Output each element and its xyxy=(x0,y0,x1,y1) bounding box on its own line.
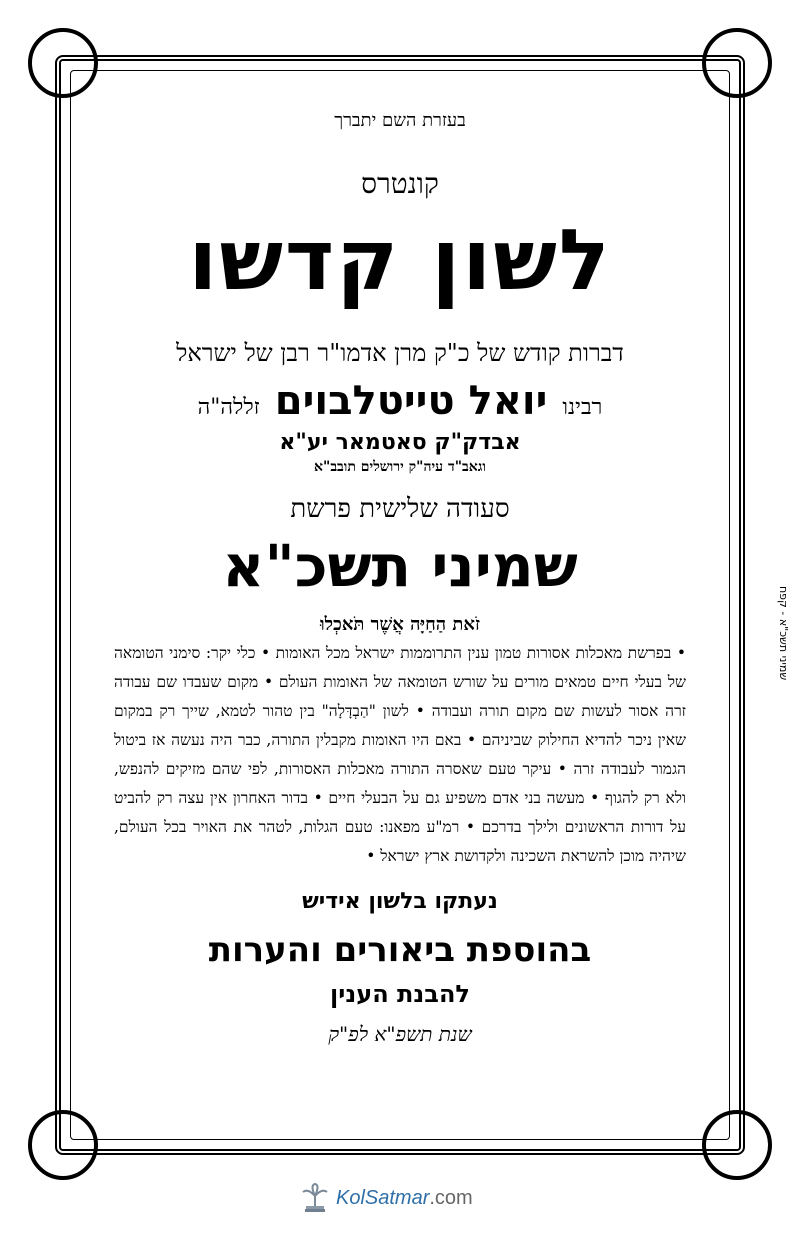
title-page-content xyxy=(110,100,690,1140)
author-prefix: רבינו xyxy=(562,395,603,420)
logo-text xyxy=(336,1187,473,1210)
corner-swirl-bottom-right xyxy=(702,1110,772,1180)
kuntres-label: קונטרס xyxy=(361,167,439,200)
corner-swirl-bottom-left xyxy=(28,1110,98,1180)
kolsatmar-logo[interactable] xyxy=(300,1180,510,1216)
translation-note: נעתקו בלשון אידיש xyxy=(302,889,498,914)
corner-swirl-top-left xyxy=(28,28,98,98)
logo-brand: KolSatmar xyxy=(336,1186,430,1209)
publication-year: שנת תשפ"א לפ"ק xyxy=(328,1022,472,1046)
occasion-label: סעודה שלישית פרשת xyxy=(290,494,510,524)
logo-tld: .com xyxy=(429,1186,473,1209)
additions-note: בהוספת ביאורים והערות xyxy=(208,930,592,970)
understanding-note: להבנת הענין xyxy=(330,980,470,1008)
corner-swirl-top-right xyxy=(702,28,772,98)
author-description: דברות קודש של כ"ק מרן אדמו"ר רבן של ישראל xyxy=(176,339,624,367)
author-name: יואל טייטלבוים xyxy=(274,378,548,424)
besiyata-heading: בעזרת השם יתברך xyxy=(334,110,466,131)
topics-summary: • בפרשת מאכלות אסורות טמון ענין התרוממות ישראל מכל האומות • כלי יקר: סימני הטומאה של בעלי חיים טמאים מורים על שורש הטומאה של האומות העולם • מקום שעבדו שם עבודה זרה אסור לעשות שם מקום תורה ועבודה • לשון "הַבְדָּלָה" בין טהור לטמא, שייך רק במקום שאין ניכר להדיא החילוק שביניהם • באם היו האומות מקבלין התורה, כבר היה נעשה אז ביטול הגמור לעבודה זרה • עיקר טעם שאסרה התורה מאכלות האסורות, לפי שהם מזיקים להנפש, ולא רק להגוף • מעשה בני אדם משפיע גם על הבעלי חיים • בדור האחרון אין עצה רק להביט על דורות הראשונים ולילך בדרכם • רמ"ע מפאנו: טעם הגלות, לטהר את האויר בכל העולם, שיהיה מוכן להשראת השכינה ולקדושת ארץ ישראל • xyxy=(114,644,686,865)
side-page-label: שמיני תשכ"א - קפח xyxy=(777,585,790,680)
author-title-satmar: אבדק"ק סאטמאר יע"א xyxy=(279,430,521,455)
author-suffix: זללה"ה xyxy=(197,395,260,420)
parsha-year: שמיני תשכ"א xyxy=(222,532,578,600)
book-title: לשון קדשו xyxy=(188,211,612,309)
palm-tree-books-icon xyxy=(300,1182,330,1214)
author-title-jerusalem: וגאב"ד עיה"ק ירושלים תובב"א xyxy=(314,459,486,475)
verse-heading: זֹאת הַחַיָּה אֲשֶׁר תֹּאכְלוּ xyxy=(320,614,480,635)
author-name-row xyxy=(110,378,690,424)
